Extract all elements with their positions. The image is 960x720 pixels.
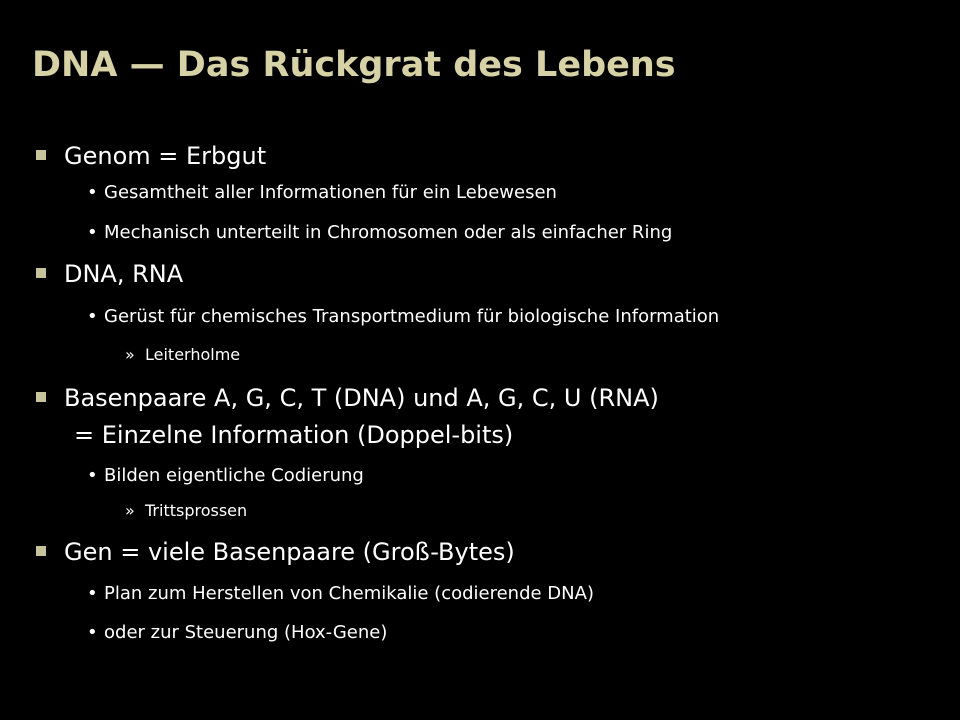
- bullet-text: Leiterholme: [145, 345, 241, 364]
- bullet-level1: [64, 382, 659, 414]
- bullet-level3: [125, 344, 241, 366]
- dot-bullet-icon: •: [87, 465, 98, 486]
- bullet-text: Gesamtheit aller Informationen für ein Lebewesen: [104, 182, 557, 203]
- bullet-text: = Einzelne Information (Doppel-bits): [74, 421, 514, 449]
- bullet-level1: [64, 258, 183, 290]
- bullet-level2: [87, 181, 557, 205]
- bullet-level2: [87, 621, 388, 645]
- bullet-text: Gerüst für chemisches Transportmedium für biologische Information: [104, 306, 720, 327]
- bullet-level1: [64, 140, 266, 172]
- bullet-text: Genom = Erbgut: [64, 142, 267, 170]
- dot-bullet-icon: •: [87, 622, 98, 643]
- bullet-text: Basenpaare A, G, C, T (DNA) und A, G, C, U (RNA): [64, 384, 659, 412]
- bullet-level2: [87, 305, 720, 329]
- slide-title: DNA — Das Rückgrat des Lebens: [32, 45, 676, 85]
- square-bullet-icon: [36, 392, 46, 402]
- dot-bullet-icon: •: [87, 222, 98, 243]
- square-bullet-icon: [36, 268, 46, 278]
- raquo-bullet-icon: »: [125, 501, 135, 520]
- raquo-bullet-icon: »: [125, 345, 135, 364]
- bullet-level2: [87, 582, 594, 606]
- bullet-text: Plan zum Herstellen von Chemikalie (codierende DNA): [104, 583, 594, 604]
- bullet-level2: [87, 464, 364, 488]
- dot-bullet-icon: •: [87, 306, 98, 327]
- bullet-level1: [64, 536, 515, 568]
- bullet-text: DNA, RNA: [64, 260, 184, 288]
- square-bullet-icon: [36, 546, 46, 556]
- bullet-text: Gen = viele Basenpaare (Groß-Bytes): [64, 538, 515, 566]
- bullet-level3: [125, 500, 248, 522]
- dot-bullet-icon: •: [87, 583, 98, 604]
- dot-bullet-icon: •: [87, 182, 98, 203]
- bullet-level1-continuation: [74, 419, 513, 451]
- bullet-level2: [87, 221, 673, 245]
- bullet-text: Mechanisch unterteilt in Chromosomen oder als einfacher Ring: [104, 222, 673, 243]
- square-bullet-icon: [36, 150, 46, 160]
- bullet-text: Bilden eigentliche Codierung: [104, 465, 364, 486]
- bullet-text: Trittsprossen: [145, 501, 248, 520]
- bullet-text: oder zur Steuerung (Hox-Gene): [104, 622, 388, 643]
